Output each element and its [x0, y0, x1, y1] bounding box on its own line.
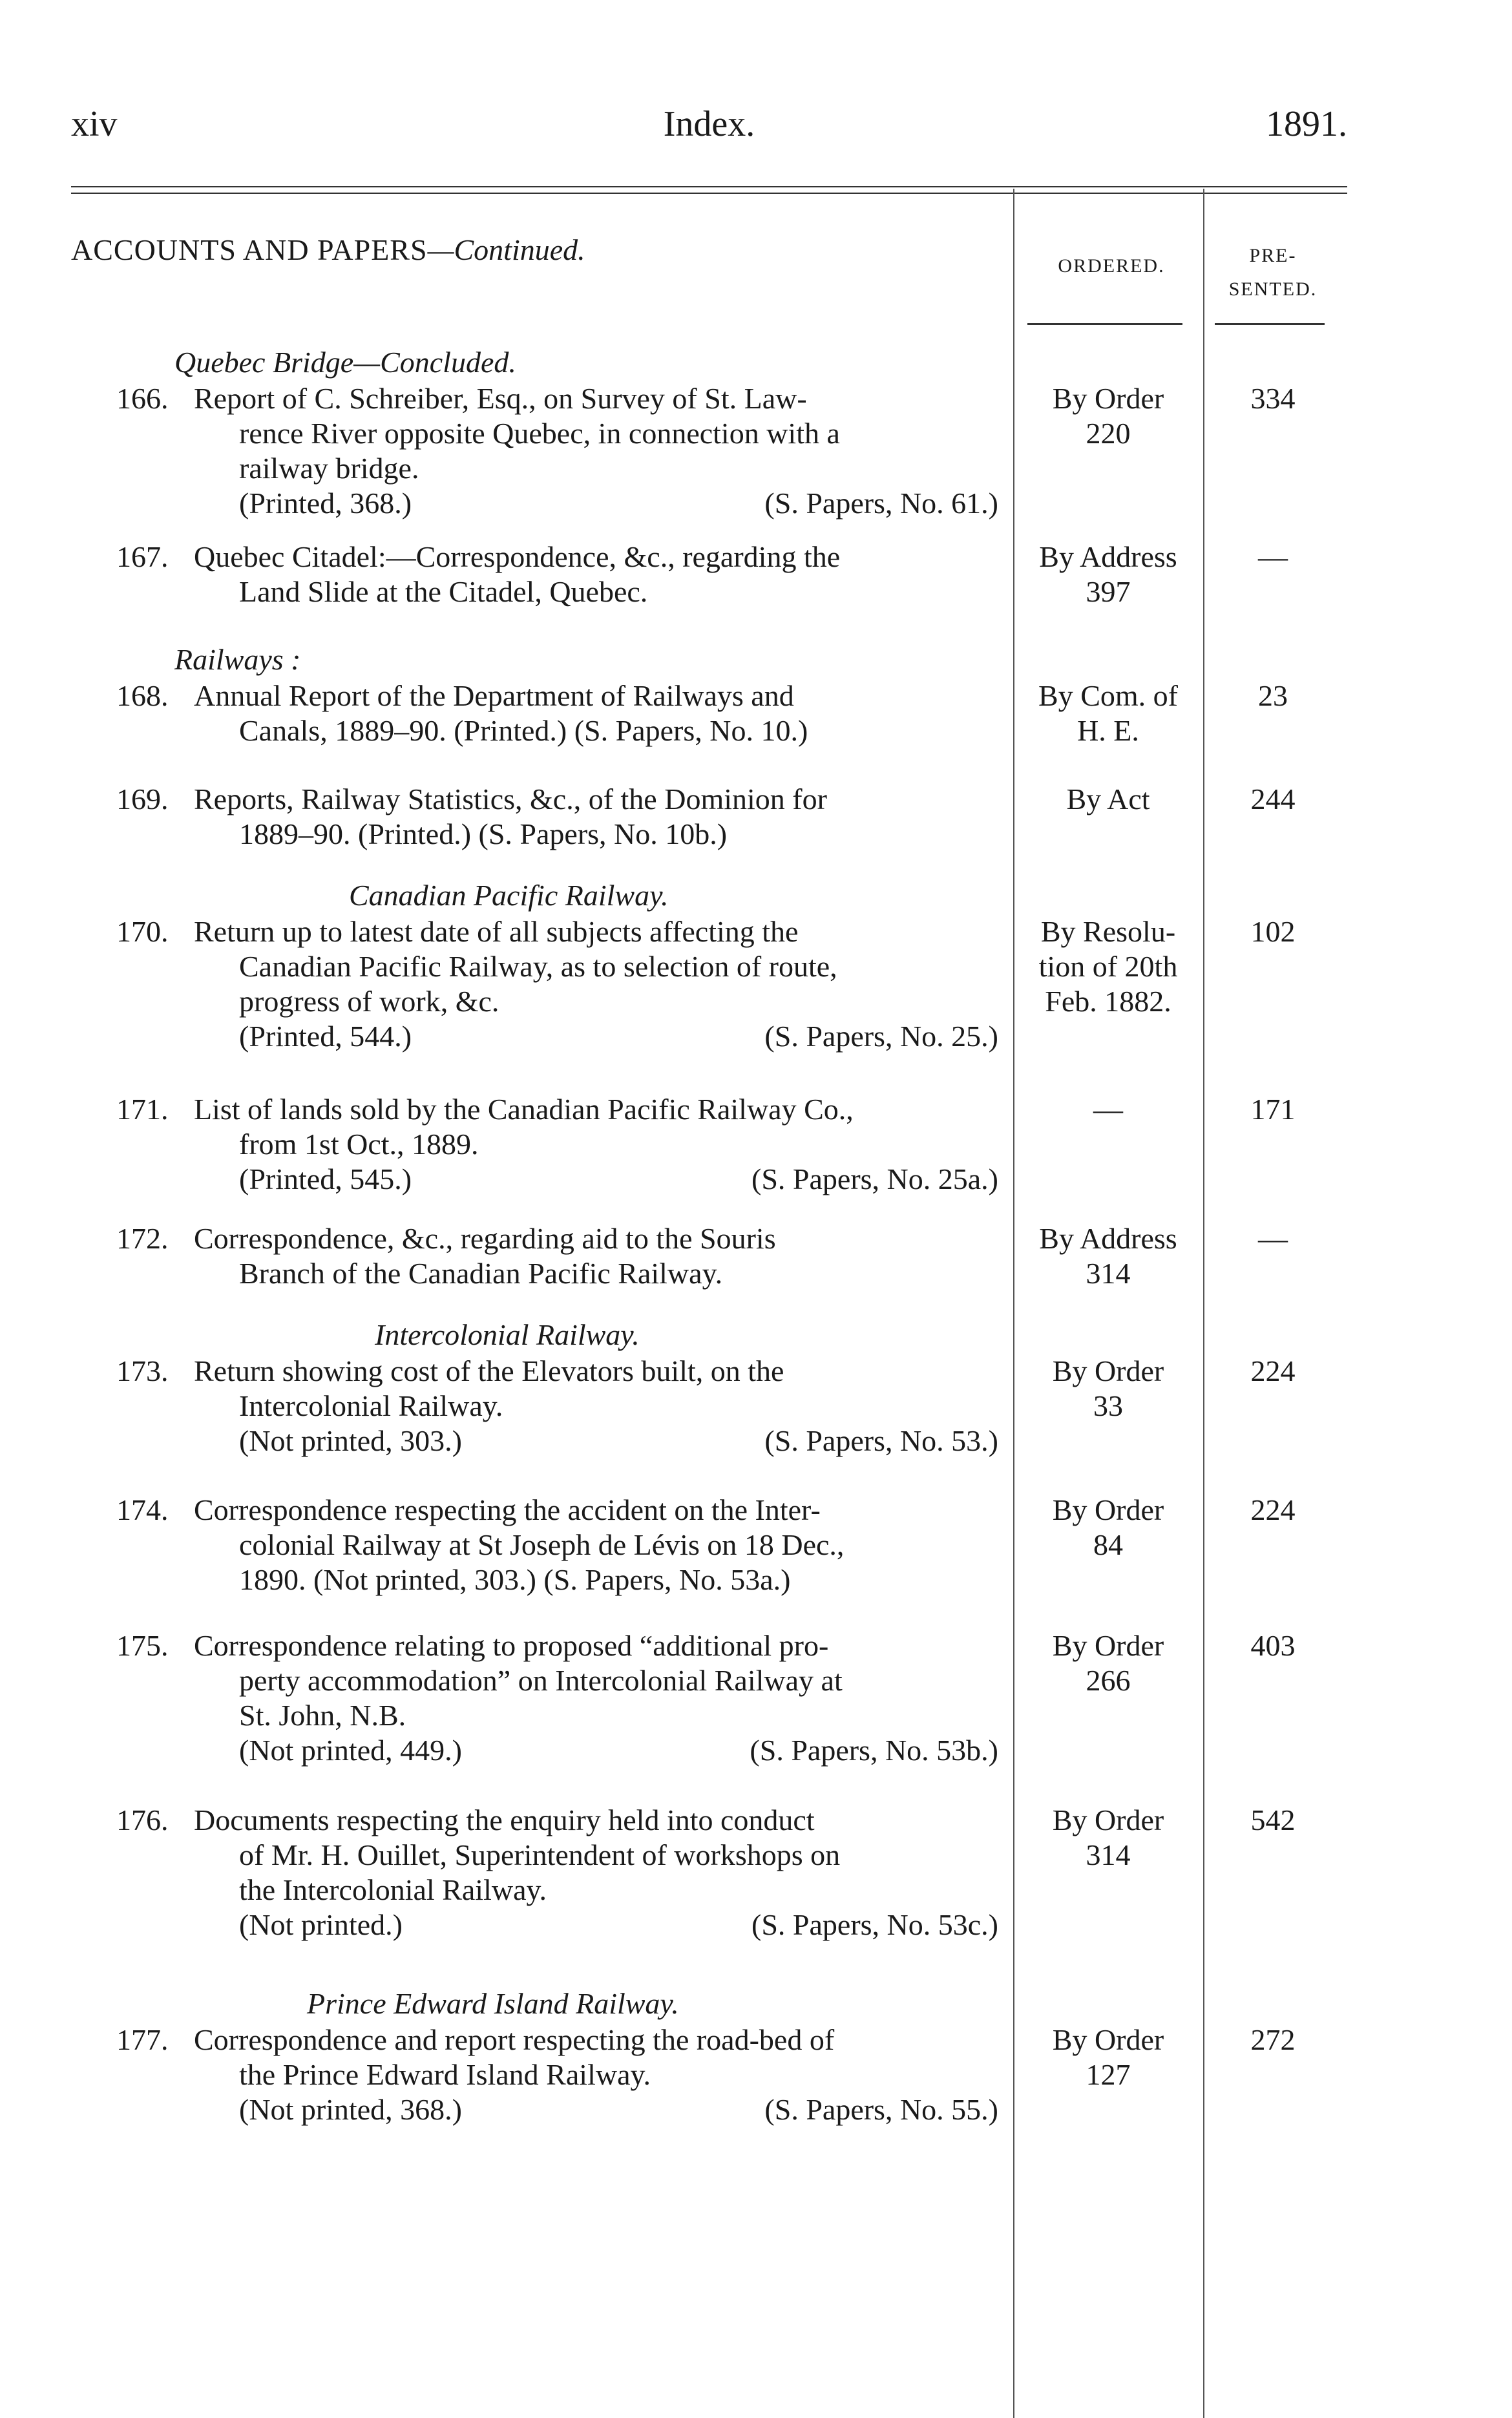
entry-citation: [239, 1019, 998, 1054]
entry-citation: [239, 486, 998, 521]
presented-page: 272: [1250, 2023, 1296, 2056]
description-line: of Mr. H. Ouillet, Superintendent of workshops on: [239, 1838, 841, 1871]
presented-header-rule: [1215, 323, 1325, 325]
description-line: railway bridge.: [239, 452, 419, 485]
ordered-line: By Order: [1052, 1493, 1164, 1526]
description-line: List of lands sold by the Canadian Pacific Railway Co.,: [194, 1093, 854, 1126]
entry-number: 167.: [116, 540, 169, 573]
description-line: Branch of the Canadian Pacific Railway.: [239, 1257, 723, 1290]
ordered-by: [1018, 1493, 1199, 1562]
entry-number: 175.: [116, 1629, 169, 1662]
entry-number: 173.: [116, 1354, 169, 1387]
section-title: ACCOUNTS AND PAPERS—Continued.: [71, 233, 585, 266]
ordered-line: tion of 20th: [1038, 950, 1178, 983]
presented-page: 224: [1250, 1354, 1296, 1387]
presented-page: 334: [1250, 382, 1296, 415]
entry-number: 171.: [116, 1093, 169, 1126]
printed-note: (Printed, 545.): [239, 1162, 412, 1195]
description-line: Annual Report of the Department of Railways and: [194, 679, 794, 712]
presented-page: 23: [1258, 679, 1288, 712]
sessional-paper-ref: (S. Papers, No. 25.): [764, 1020, 998, 1053]
entry-number: 169.: [116, 783, 169, 815]
printed-note: (Not printed, 368.): [239, 2093, 462, 2126]
sessional-paper-ref: (S. Papers, No. 53c.): [751, 1908, 998, 1941]
presented-column-header: PRE- SENTED.: [1228, 245, 1318, 300]
presented-page: 171: [1250, 1093, 1296, 1126]
description-line: Reports, Railway Statistics, &c., of the Dominion for: [194, 783, 827, 815]
description-line: perty accommodation” on Intercolonial Railway at: [239, 1664, 843, 1697]
sessional-paper-ref: (S. Papers, No. 53.): [764, 1424, 998, 1457]
ordered-line: 314: [1086, 1838, 1131, 1871]
description-line: Intercolonial Railway.: [239, 1389, 503, 1422]
presented-page: 224: [1250, 1493, 1296, 1526]
ordered-line: 314: [1086, 1257, 1131, 1290]
ordered-line: 397: [1086, 575, 1131, 608]
description-line: the Prince Edward Island Railway.: [239, 2058, 651, 2091]
presented-page: —: [1258, 1222, 1288, 1255]
description-line: Documents respecting the enquiry held into conduct: [194, 1803, 815, 1836]
description-line: Return up to latest date of all subjects affecting the: [194, 915, 799, 948]
entry-description: [194, 782, 998, 852]
description-line: St. John, N.B.: [239, 1699, 406, 1732]
ordered-by: [1018, 1354, 1199, 1424]
entry-description: [194, 540, 998, 609]
printed-note: (Printed, 368.): [239, 487, 412, 520]
ordered-line: By Order: [1052, 1629, 1164, 1662]
ordered-by: [1018, 2023, 1199, 2092]
description-line: Correspondence respecting the accident on the Inter-: [194, 1493, 821, 1526]
entry-description: [194, 1803, 998, 1908]
ordered-by: [1018, 1628, 1199, 1698]
ordered-line: By Act: [1066, 783, 1150, 815]
entry-number: 177.: [116, 2023, 169, 2056]
ordered-line: 127: [1086, 2058, 1131, 2091]
ordered-line: By Order: [1052, 1803, 1164, 1836]
ordered-line: By Com. of: [1038, 679, 1178, 712]
ordered-by: [1018, 782, 1199, 817]
header-rule-1: [71, 186, 1347, 187]
presented-page: 102: [1250, 915, 1296, 948]
ordered-line: 33: [1093, 1389, 1123, 1422]
ordered-line: By Order: [1052, 2023, 1164, 2056]
description-line: the Intercolonial Railway.: [239, 1873, 547, 1906]
page-title: Index.: [663, 104, 755, 144]
presented-page: —: [1258, 540, 1288, 573]
ordered-by: [1018, 1221, 1199, 1291]
sessional-paper-ref: (S. Papers, No. 55.): [764, 2093, 998, 2126]
entry-description: [194, 678, 998, 748]
entry-citation: [239, 1162, 998, 1197]
entry-description: [194, 1092, 998, 1162]
entry-subheading: Quebec Bridge—Concluded.: [174, 346, 516, 379]
ordered-line: 220: [1086, 417, 1131, 450]
entry-description: [194, 1354, 998, 1424]
ordered-line: By Resolu-: [1040, 915, 1176, 948]
column-divider-left: [1013, 189, 1014, 2418]
entry-description: [194, 1628, 998, 1733]
entry-subheading: Prince Edward Island Railway.: [307, 1987, 679, 2020]
entry-description: [194, 914, 998, 1019]
sessional-paper-ref: (S. Papers, No. 25a.): [751, 1162, 998, 1195]
printed-note: (Not printed.): [239, 1908, 403, 1941]
entry-description: [194, 2023, 998, 2092]
description-line: colonial Railway at St Joseph de Lévis on 18 Dec.,: [239, 1528, 845, 1561]
running-header: [71, 103, 1347, 155]
ordered-header-rule: [1027, 323, 1182, 325]
ordered-line: —: [1093, 1093, 1123, 1126]
page-number: xiv: [71, 104, 118, 144]
description-line: progress of work, &c.: [239, 985, 499, 1018]
entry-subheading: Canadian Pacific Railway.: [349, 879, 669, 912]
description-line: Report of C. Schreiber, Esq., on Survey of St. Law-: [194, 382, 807, 415]
description-line: Correspondence relating to proposed “additional pro-: [194, 1629, 829, 1662]
description-line: rence River opposite Quebec, in connection with a: [239, 417, 840, 450]
year: 1891.: [1266, 104, 1347, 144]
printed-note: (Printed, 544.): [239, 1020, 412, 1053]
entry-subheading: Railways :: [174, 643, 301, 676]
ordered-line: By Order: [1052, 1354, 1164, 1387]
description-line: Canals, 1889–90. (Printed.) (S. Papers, No. 10.): [239, 714, 808, 747]
presented-page: 244: [1250, 783, 1296, 815]
description-line: Return showing cost of the Elevators built, on the: [194, 1354, 784, 1387]
entry-number: 168.: [116, 679, 169, 712]
description-line: 1889–90. (Printed.) (S. Papers, No. 10b.): [239, 817, 728, 850]
sessional-paper-ref: (S. Papers, No. 53b.): [750, 1734, 998, 1767]
ordered-by: [1018, 540, 1199, 609]
entry-number: 174.: [116, 1493, 169, 1526]
ordered-line: By Order: [1052, 382, 1164, 415]
ordered-line: Feb. 1882.: [1045, 985, 1171, 1018]
printed-note: (Not printed, 303.): [239, 1424, 462, 1457]
presented-page: 403: [1250, 1629, 1296, 1662]
ordered-line: 84: [1093, 1528, 1123, 1561]
column-divider-right: [1203, 189, 1204, 2418]
entry-description: [194, 1221, 998, 1291]
description-line: Correspondence, &c., regarding aid to the Souris: [194, 1222, 776, 1255]
entry-citation: [239, 2092, 998, 2127]
description-line: Land Slide at the Citadel, Quebec.: [239, 575, 648, 608]
ordered-line: By Address: [1039, 1222, 1177, 1255]
ordered-by: [1018, 381, 1199, 451]
header-rule-2: [71, 193, 1347, 194]
description-line: Quebec Citadel:—Correspondence, &c., regarding the: [194, 540, 841, 573]
entry-citation: [239, 1424, 998, 1458]
ordered-line: 266: [1086, 1664, 1131, 1697]
entry-citation: [239, 1908, 998, 1942]
ordered-column-header: ORDERED.: [1058, 255, 1165, 277]
printed-note: (Not printed, 449.): [239, 1734, 462, 1767]
presented-page: 542: [1250, 1803, 1296, 1836]
ordered-by: [1018, 1092, 1199, 1127]
description-line: Correspondence and report respecting the road-bed of: [194, 2023, 835, 2056]
ordered-by: [1018, 914, 1199, 1019]
description-line: from 1st Oct., 1889.: [239, 1128, 479, 1161]
sessional-paper-ref: (S. Papers, No. 61.): [764, 487, 998, 520]
description-line: 1890. (Not printed, 303.) (S. Papers, No. 53a.): [239, 1563, 791, 1596]
entry-number: 166.: [116, 382, 169, 415]
ordered-by: [1018, 1803, 1199, 1873]
ordered-line: By Address: [1039, 540, 1177, 573]
ordered-by: [1018, 678, 1199, 748]
entry-number: 170.: [116, 915, 169, 948]
entry-citation: [239, 1733, 998, 1768]
entry-number: 172.: [116, 1222, 169, 1255]
ordered-line: H. E.: [1077, 714, 1139, 747]
description-line: Canadian Pacific Railway, as to selection of route,: [239, 950, 837, 983]
entry-description: [194, 381, 998, 486]
entry-description: [194, 1493, 998, 1597]
entry-subheading: Intercolonial Railway.: [375, 1318, 640, 1351]
entry-number: 176.: [116, 1803, 169, 1836]
